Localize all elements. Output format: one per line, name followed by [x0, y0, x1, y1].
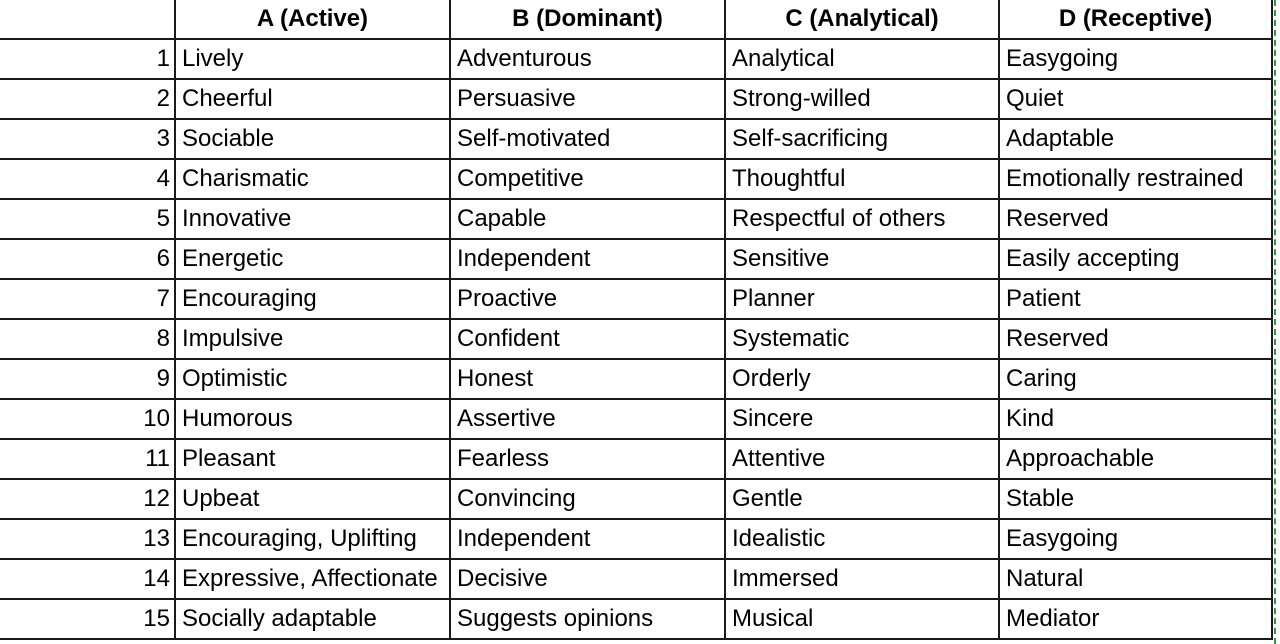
cell-c[interactable]: Idealistic: [725, 519, 999, 559]
cell-d[interactable]: Quiet: [999, 79, 1272, 119]
table-row: [0, 79, 1272, 119]
cell-a[interactable]: Impulsive: [175, 319, 450, 359]
row-number-cell[interactable]: 14: [0, 559, 175, 599]
table-row: [0, 519, 1272, 559]
cell-a[interactable]: Socially adaptable: [175, 599, 450, 639]
table-row: [0, 239, 1272, 279]
header-row: [0, 0, 1272, 39]
table-row: [0, 359, 1272, 399]
cell-c[interactable]: Orderly: [725, 359, 999, 399]
cell-b[interactable]: Independent: [450, 519, 725, 559]
cell-d[interactable]: Reserved: [999, 319, 1272, 359]
cell-b[interactable]: Convincing: [450, 479, 725, 519]
header-cell-b[interactable]: B (Dominant): [450, 0, 725, 39]
cell-c[interactable]: Musical: [725, 599, 999, 639]
cell-d[interactable]: Reserved: [999, 199, 1272, 239]
header-cell-a[interactable]: A (Active): [175, 0, 450, 39]
row-number-cell[interactable]: 12: [0, 479, 175, 519]
table-row: [0, 399, 1272, 439]
cell-c[interactable]: Thoughtful: [725, 159, 999, 199]
cell-d[interactable]: Natural: [999, 559, 1272, 599]
cell-a[interactable]: Upbeat: [175, 479, 450, 519]
row-number-cell[interactable]: 13: [0, 519, 175, 559]
cell-c[interactable]: Planner: [725, 279, 999, 319]
cell-d[interactable]: Easily accepting: [999, 239, 1272, 279]
cell-d[interactable]: Stable: [999, 479, 1272, 519]
cell-b[interactable]: Confident: [450, 319, 725, 359]
table-row: [0, 439, 1272, 479]
cell-a[interactable]: Cheerful: [175, 79, 450, 119]
cell-b[interactable]: Honest: [450, 359, 725, 399]
cell-d[interactable]: Kind: [999, 399, 1272, 439]
cell-b[interactable]: Capable: [450, 199, 725, 239]
cell-c[interactable]: Immersed: [725, 559, 999, 599]
cell-b[interactable]: Fearless: [450, 439, 725, 479]
cell-c[interactable]: Sincere: [725, 399, 999, 439]
cell-d[interactable]: Emotionally restrained: [999, 159, 1272, 199]
cell-c[interactable]: Strong-willed: [725, 79, 999, 119]
cell-a[interactable]: Charismatic: [175, 159, 450, 199]
row-number-cell[interactable]: 6: [0, 239, 175, 279]
table-row: [0, 159, 1272, 199]
cell-d[interactable]: Mediator: [999, 599, 1272, 639]
cell-b[interactable]: Assertive: [450, 399, 725, 439]
cell-d[interactable]: Easygoing: [999, 519, 1272, 559]
cell-c[interactable]: Analytical: [725, 39, 999, 79]
row-number-cell[interactable]: 11: [0, 439, 175, 479]
table-row: [0, 559, 1272, 599]
cell-c[interactable]: Systematic: [725, 319, 999, 359]
row-number-cell[interactable]: 15: [0, 599, 175, 639]
cell-a[interactable]: Energetic: [175, 239, 450, 279]
row-number-cell[interactable]: 10: [0, 399, 175, 439]
cell-d[interactable]: Easygoing: [999, 39, 1272, 79]
row-number-cell[interactable]: 5: [0, 199, 175, 239]
header-cell-d[interactable]: D (Receptive): [999, 0, 1272, 39]
cell-b[interactable]: Adventurous: [450, 39, 725, 79]
cell-a[interactable]: Pleasant: [175, 439, 450, 479]
cell-a[interactable]: Expressive, Affectionate: [175, 559, 450, 599]
row-number-cell[interactable]: 2: [0, 79, 175, 119]
cell-c[interactable]: Attentive: [725, 439, 999, 479]
row-number-cell[interactable]: 8: [0, 319, 175, 359]
cell-d[interactable]: Approachable: [999, 439, 1272, 479]
cell-d[interactable]: Adaptable: [999, 119, 1272, 159]
cell-b[interactable]: Proactive: [450, 279, 725, 319]
table-row: [0, 199, 1272, 239]
cell-b[interactable]: Independent: [450, 239, 725, 279]
table-row: [0, 319, 1272, 359]
cell-a[interactable]: Innovative: [175, 199, 450, 239]
row-number-cell[interactable]: 1: [0, 39, 175, 79]
table-row: [0, 39, 1272, 79]
cell-b[interactable]: Competitive: [450, 159, 725, 199]
cell-b[interactable]: Suggests opinions: [450, 599, 725, 639]
cell-c[interactable]: Gentle: [725, 479, 999, 519]
cell-c[interactable]: Self-sacrificing: [725, 119, 999, 159]
cell-a[interactable]: Humorous: [175, 399, 450, 439]
cell-b[interactable]: Persuasive: [450, 79, 725, 119]
cell-a[interactable]: Optimistic: [175, 359, 450, 399]
row-number-cell[interactable]: 3: [0, 119, 175, 159]
cell-a[interactable]: Encouraging: [175, 279, 450, 319]
table-row: [0, 479, 1272, 519]
page-break-line: [1274, 0, 1276, 644]
cell-d[interactable]: Caring: [999, 359, 1272, 399]
row-number-cell[interactable]: 7: [0, 279, 175, 319]
cell-c[interactable]: Respectful of others: [725, 199, 999, 239]
cell-a[interactable]: Sociable: [175, 119, 450, 159]
cell-b[interactable]: Self-motivated: [450, 119, 725, 159]
cell-a[interactable]: Encouraging, Uplifting: [175, 519, 450, 559]
cell-d[interactable]: Patient: [999, 279, 1272, 319]
table-row: [0, 279, 1272, 319]
row-number-cell[interactable]: 4: [0, 159, 175, 199]
cell-c[interactable]: Sensitive: [725, 239, 999, 279]
header-cell-c[interactable]: C (Analytical): [725, 0, 999, 39]
cell-a[interactable]: Lively: [175, 39, 450, 79]
table-row: [0, 119, 1272, 159]
header-cell-index[interactable]: [0, 0, 175, 39]
table-row: [0, 599, 1272, 639]
row-number-cell[interactable]: 9: [0, 359, 175, 399]
cell-b[interactable]: Decisive: [450, 559, 725, 599]
